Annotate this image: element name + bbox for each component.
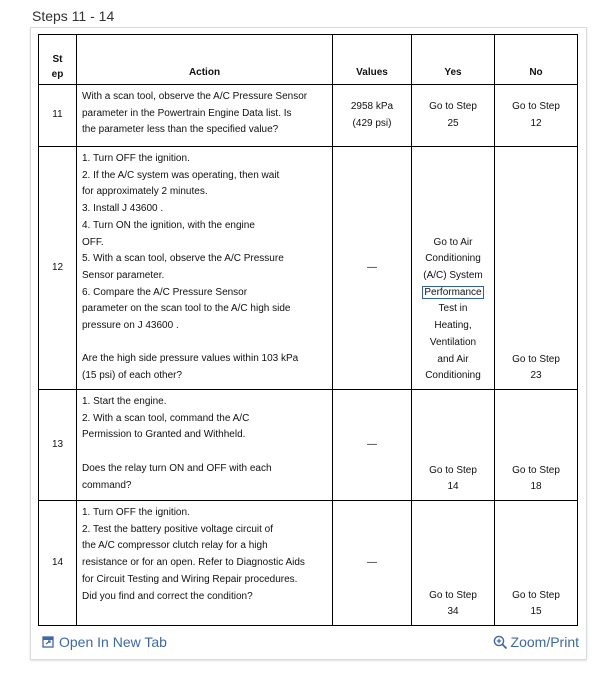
values-cell xyxy=(333,147,412,390)
values-text: — xyxy=(367,556,377,568)
no-cell[interactable] xyxy=(495,147,578,390)
yes-cell[interactable] xyxy=(412,85,495,147)
zoom-print-label: Zoom/Print xyxy=(510,634,579,650)
no-link: Go to Step 15 xyxy=(512,589,560,618)
yes-link: Go to Step 25 xyxy=(429,100,477,129)
open-in-new-tab-label: Open In New Tab xyxy=(59,634,167,650)
no-cell[interactable] xyxy=(495,85,578,147)
no-link: Go to Step 23 xyxy=(512,353,560,382)
steps-panel xyxy=(30,27,587,660)
values-cell xyxy=(333,85,412,147)
no-cell[interactable] xyxy=(495,501,578,626)
action-text: With a scan tool, observe the A/C Pressure Sensor parameter in the Powertrain Engine Data list. Is the parameter less than the specified value? xyxy=(82,91,308,136)
no-cell[interactable] xyxy=(495,390,578,501)
performance-test-link[interactable]: Performance xyxy=(424,286,482,298)
action-cell xyxy=(77,390,333,501)
yes-link: Go to Air Conditioning (A/C) System Performance Test in Heating, Ventilation and Air Conditioning xyxy=(423,236,483,382)
table-row xyxy=(39,390,578,501)
column-header-no: No xyxy=(495,35,578,85)
action-text: 1. Start the engine. 2. With a scan tool, command the A/C Permission to Granted and Withheld. Does the relay turn ON and OFF with each command? xyxy=(82,396,272,491)
column-header-action: Action xyxy=(77,35,333,85)
steps-table xyxy=(38,34,578,626)
table-row xyxy=(39,147,578,390)
values-text: 2958 kPa (429 psi) xyxy=(350,100,394,129)
step-number: 14 xyxy=(39,501,77,626)
table-row xyxy=(39,85,578,147)
action-text: 1. Turn OFF the ignition. 2. If the A/C system was operating, then wait for approximately 2 minutes. 3. Install J 43600 . 4. Turn ON the ignition, with the engine OFF. 5. With a scan tool, observe the A/C Pressure Sensor parameter. 6. Compare the A/C Pressure Sensor parameter on the scan tool to the A/C high side pressure on J 43600 . Are the high side pressure values within 103 kPa (15 psi) of each other? xyxy=(82,153,299,382)
table-header-row xyxy=(39,35,578,85)
yes-link: Go to Step 14 xyxy=(429,464,477,493)
table-row xyxy=(39,501,578,626)
open-in-new-tab-link[interactable] xyxy=(42,634,167,650)
action-text: 1. Turn OFF the ignition. 2. Test the battery positive voltage circuit of the A/C compressor clutch relay for a high resistance or for an open. Refer to Diagnostic Aids for Circuit Testing and Wiring Repair procedures. Did you find and correct the condition? xyxy=(82,507,305,602)
action-cell xyxy=(77,147,333,390)
yes-cell[interactable] xyxy=(412,147,495,390)
column-header-yes: Yes xyxy=(412,35,495,85)
open-new-tab-icon xyxy=(42,636,54,648)
no-link: Go to Step 12 xyxy=(512,100,560,129)
values-cell xyxy=(333,390,412,501)
zoom-in-icon xyxy=(493,635,508,650)
column-header-step: St ep xyxy=(39,35,77,85)
values-text: — xyxy=(367,261,377,273)
values-cell xyxy=(333,501,412,626)
column-header-values: Values xyxy=(333,35,412,85)
no-link: Go to Step 18 xyxy=(512,464,560,493)
zoom-print-link[interactable] xyxy=(493,634,579,650)
step-number: 13 xyxy=(39,390,77,501)
step-number: 11 xyxy=(39,85,77,147)
action-cell xyxy=(77,501,333,626)
values-text: — xyxy=(367,438,377,450)
page-title: Steps 11 - 14 xyxy=(32,8,115,24)
panel-footer xyxy=(31,628,586,658)
yes-link: Go to Step 34 xyxy=(429,589,477,618)
action-cell xyxy=(77,85,333,147)
yes-cell[interactable] xyxy=(412,501,495,626)
step-number: 12 xyxy=(39,147,77,390)
yes-cell[interactable] xyxy=(412,390,495,501)
